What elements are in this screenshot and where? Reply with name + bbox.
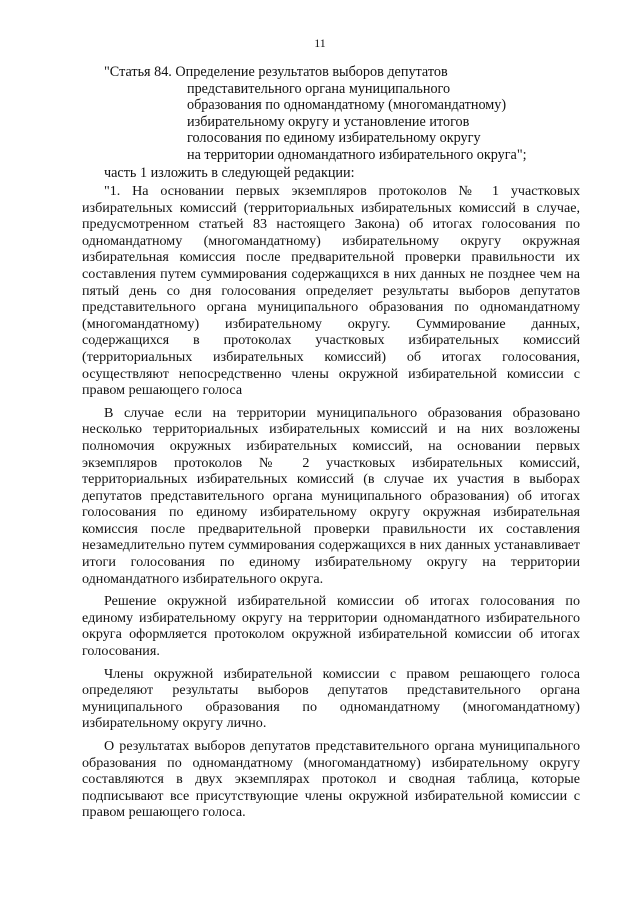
- amendment-intro: часть 1 изложить в следующей редакции:: [104, 165, 355, 181]
- heading-line: представительного органа муниципального: [187, 80, 451, 97]
- paragraph: Решение окружной избирательной комиссии об итогах голосования по единому избирательному округу на территории одномандатного избирательного округа оформляется протоколом окружной избирательной комиссии об итогах голосования.: [82, 593, 580, 660]
- document-body: [82, 183, 580, 824]
- heading-line: образования по одномандатному (многомандатному): [187, 97, 507, 113]
- heading-line: избирательному округу и установление итогов: [187, 113, 470, 130]
- heading-line: "Статья 84. Определение результатов выборов депутатов: [104, 64, 448, 80]
- heading-line: на территории одномандатного избирательного округа";: [187, 146, 527, 163]
- paragraph: В случае если на территории муниципального образования образовано несколько территориальных избирательных комиссий и на них возложены полномочия окружных избирательных комиссий, на основании первых экземпляров протоколов № 2 участковых избирательных комиссий, территориальных избирательных комиссий (в случае их участия в выборах депутатов представительного органа муниципального образования) об итогах голосования по единому избирательному округу окружная избирательная комиссия после предварительной проверки правильности их составления незамедлительно путем суммирования содержащихся в них данных устанавливает итоги голосования по единому избирательному округу на территории одномандатного избирательного округа.: [82, 404, 580, 587]
- paragraph: "1. На основании первых экземпляров протоколов № 1 участковых избирательных комиссий (территориальных избирательных комиссий в случае, предусмотренном статьей 83 настоящего Закона) об итогах голосования по одномандатному (многомандатному) избирательному округу окружная избирательная комиссия после предварительной проверки правильности их составления путем суммирования содержащихся в них данных не позднее чем на пятый день со дня голосования определяет результаты выборов депутатов представительного органа муниципального образования по одномандатному (многомандатному) избирательному округу. Суммирование данных, содержащихся в протоколах участковых избирательных комиссий (территориальных избирательных комиссий) об итогах голосования, осуществляют непосредственно члены окружной избирательной комиссии с правом решающего голоса: [82, 183, 580, 399]
- heading-line: голосования по единому избирательному округу: [187, 130, 481, 146]
- paragraph: Члены окружной избирательной комиссии с правом решающего голоса определяют результаты выборов депутатов представительного органа муниципального образования по одномандатному (многомандатному) избирательному округу лично.: [82, 665, 580, 732]
- page-number: 11: [314, 36, 326, 50]
- paragraph: О результатах выборов депутатов представительного органа муниципального образования по одномандатному (многомандатному) избирательному округу составляются в двух экземплярах протокол и сводная таблица, которые подписывают все присутствующие члены окружной избирательной комиссии с правом решающего голоса.: [82, 738, 580, 821]
- article-heading: [104, 64, 574, 163]
